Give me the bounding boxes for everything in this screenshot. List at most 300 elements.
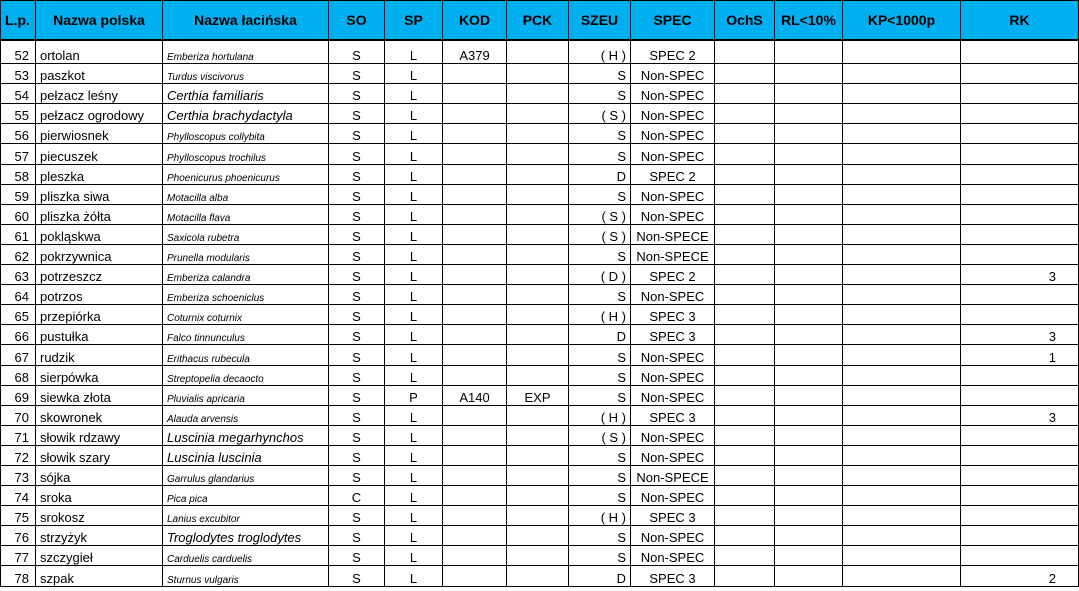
cell-latin-name: Alauda arvensis	[163, 405, 329, 425]
cell-pck	[507, 465, 569, 485]
cell-szeu: S	[569, 144, 631, 164]
cell-spec: Non-SPECE	[631, 465, 715, 485]
cell-so: S	[329, 285, 385, 305]
table-row	[1, 325, 1079, 345]
cell-latin-name: Phylloscopus collybita	[163, 124, 329, 144]
cell-rl	[775, 265, 843, 285]
cell-rl	[775, 104, 843, 124]
cell-kp	[843, 425, 961, 445]
cell-lp: 71	[1, 425, 36, 445]
cell-pck: EXP	[507, 385, 569, 405]
cell-so: S	[329, 385, 385, 405]
cell-spec: Non-SPEC	[631, 204, 715, 224]
cell-szeu: ( H )	[569, 40, 631, 64]
table-header	[1, 1, 1079, 41]
cell-latin-name: Lanius excubitor	[163, 506, 329, 526]
cell-polish-name: sójka	[36, 465, 163, 485]
cell-rk	[961, 445, 1079, 465]
cell-polish-name: rudzik	[36, 345, 163, 365]
cell-rk	[961, 144, 1079, 164]
cell-so: S	[329, 40, 385, 64]
cell-rl	[775, 486, 843, 506]
cell-rk	[961, 465, 1079, 485]
cell-rk	[961, 305, 1079, 325]
cell-rl	[775, 224, 843, 244]
cell-rk	[961, 385, 1079, 405]
cell-pck	[507, 204, 569, 224]
cell-so: S	[329, 265, 385, 285]
header-so: SO	[329, 1, 385, 41]
cell-szeu: D	[569, 164, 631, 184]
cell-lp: 76	[1, 526, 36, 546]
cell-spec: SPEC 3	[631, 405, 715, 425]
table-row	[1, 546, 1079, 566]
cell-sp: L	[385, 64, 443, 84]
table-row	[1, 425, 1079, 445]
cell-so: S	[329, 204, 385, 224]
cell-ochs	[715, 224, 775, 244]
cell-ochs	[715, 265, 775, 285]
header-ochs: OchS	[715, 1, 775, 41]
cell-kp	[843, 345, 961, 365]
cell-ochs	[715, 84, 775, 104]
cell-sp: L	[385, 104, 443, 124]
cell-sp: L	[385, 486, 443, 506]
header-row	[1, 1, 1079, 41]
cell-kp	[843, 265, 961, 285]
cell-szeu: ( S )	[569, 224, 631, 244]
cell-polish-name: słowik rdzawy	[36, 425, 163, 445]
cell-szeu: S	[569, 546, 631, 566]
cell-so: S	[329, 546, 385, 566]
header-kod: KOD	[443, 1, 507, 41]
cell-rl	[775, 184, 843, 204]
cell-lp: 63	[1, 265, 36, 285]
cell-polish-name: pustułka	[36, 325, 163, 345]
cell-ochs	[715, 465, 775, 485]
cell-so: S	[329, 425, 385, 445]
table-row	[1, 124, 1079, 144]
cell-szeu: ( S )	[569, 204, 631, 224]
cell-szeu: ( H )	[569, 305, 631, 325]
cell-rl	[775, 405, 843, 425]
cell-kp	[843, 224, 961, 244]
cell-kod	[443, 405, 507, 425]
cell-szeu: ( S )	[569, 425, 631, 445]
cell-kp	[843, 124, 961, 144]
table-row	[1, 64, 1079, 84]
cell-szeu: S	[569, 365, 631, 385]
cell-sp: L	[385, 405, 443, 425]
cell-rl	[775, 40, 843, 64]
cell-rk	[961, 506, 1079, 526]
cell-polish-name: ortolan	[36, 40, 163, 64]
cell-kp	[843, 365, 961, 385]
cell-szeu: S	[569, 64, 631, 84]
cell-szeu: S	[569, 184, 631, 204]
header-pck: PCK	[507, 1, 569, 41]
cell-latin-name: Phylloscopus trochilus	[163, 144, 329, 164]
cell-szeu: S	[569, 84, 631, 104]
cell-ochs	[715, 425, 775, 445]
cell-latin-name: Turdus viscivorus	[163, 64, 329, 84]
cell-szeu: S	[569, 345, 631, 365]
cell-pck	[507, 365, 569, 385]
cell-polish-name: pełzacz ogrodowy	[36, 104, 163, 124]
cell-kod	[443, 506, 507, 526]
cell-kp	[843, 506, 961, 526]
cell-rk	[961, 285, 1079, 305]
cell-rk	[961, 204, 1079, 224]
cell-polish-name: potrzeszcz	[36, 265, 163, 285]
cell-so: S	[329, 526, 385, 546]
cell-spec: Non-SPEC	[631, 445, 715, 465]
cell-pck	[507, 405, 569, 425]
cell-latin-name: Emberiza hortulana	[163, 40, 329, 64]
cell-sp: L	[385, 224, 443, 244]
cell-ochs	[715, 64, 775, 84]
cell-szeu: ( H )	[569, 506, 631, 526]
cell-latin-name: Phoenicurus phoenicurus	[163, 164, 329, 184]
cell-kod	[443, 184, 507, 204]
cell-pck	[507, 506, 569, 526]
cell-sp: L	[385, 526, 443, 546]
cell-polish-name: siewka złota	[36, 385, 163, 405]
table-row	[1, 486, 1079, 506]
header-szeu: SZEU	[569, 1, 631, 41]
cell-spec: Non-SPEC	[631, 425, 715, 445]
cell-latin-name: Luscinia luscinia	[163, 445, 329, 465]
cell-so: S	[329, 405, 385, 425]
cell-kp	[843, 526, 961, 546]
cell-lp: 77	[1, 546, 36, 566]
cell-lp: 57	[1, 144, 36, 164]
cell-sp: L	[385, 345, 443, 365]
table-row	[1, 385, 1079, 405]
cell-pck	[507, 445, 569, 465]
cell-sp: L	[385, 184, 443, 204]
header-latin-name: Nazwa łacińska	[163, 1, 329, 41]
cell-polish-name: pleszka	[36, 164, 163, 184]
cell-spec: Non-SPEC	[631, 84, 715, 104]
cell-szeu: S	[569, 385, 631, 405]
cell-sp: L	[385, 445, 443, 465]
cell-ochs	[715, 546, 775, 566]
header-rl: RL<10%	[775, 1, 843, 41]
cell-lp: 60	[1, 204, 36, 224]
cell-rk: 3	[961, 405, 1079, 425]
cell-kp	[843, 305, 961, 325]
cell-kod	[443, 425, 507, 445]
cell-sp: L	[385, 425, 443, 445]
cell-kp	[843, 244, 961, 264]
header-rk: RK	[961, 1, 1079, 41]
cell-sp: L	[385, 365, 443, 385]
cell-rl	[775, 84, 843, 104]
cell-kod	[443, 104, 507, 124]
cell-kp	[843, 40, 961, 64]
cell-ochs	[715, 104, 775, 124]
cell-sp: P	[385, 385, 443, 405]
cell-polish-name: słowik szary	[36, 445, 163, 465]
table-row	[1, 144, 1079, 164]
cell-ochs	[715, 40, 775, 64]
cell-pck	[507, 345, 569, 365]
cell-rl	[775, 305, 843, 325]
cell-kod	[443, 526, 507, 546]
cell-sp: L	[385, 506, 443, 526]
table-row	[1, 204, 1079, 224]
cell-rk: 3	[961, 325, 1079, 345]
cell-sp: L	[385, 566, 443, 586]
cell-pck	[507, 224, 569, 244]
cell-kp	[843, 566, 961, 586]
cell-so: S	[329, 566, 385, 586]
cell-lp: 66	[1, 325, 36, 345]
cell-lp: 56	[1, 124, 36, 144]
cell-polish-name: pliszka żółta	[36, 204, 163, 224]
cell-latin-name: Sturnus vulgaris	[163, 566, 329, 586]
cell-so: S	[329, 465, 385, 485]
cell-lp: 69	[1, 385, 36, 405]
cell-sp: L	[385, 546, 443, 566]
cell-spec: Non-SPECE	[631, 244, 715, 264]
cell-kp	[843, 325, 961, 345]
cell-ochs	[715, 164, 775, 184]
cell-latin-name: Motacilla alba	[163, 184, 329, 204]
cell-ochs	[715, 325, 775, 345]
cell-pck	[507, 64, 569, 84]
cell-spec: SPEC 2	[631, 265, 715, 285]
cell-rk	[961, 84, 1079, 104]
cell-so: S	[329, 305, 385, 325]
cell-rl	[775, 124, 843, 144]
cell-sp: L	[385, 124, 443, 144]
header-polish-name: Nazwa polska	[36, 1, 163, 41]
cell-polish-name: srokosz	[36, 506, 163, 526]
cell-kod	[443, 144, 507, 164]
cell-rk	[961, 425, 1079, 445]
cell-kp	[843, 144, 961, 164]
table-row	[1, 285, 1079, 305]
cell-kod	[443, 465, 507, 485]
cell-kod	[443, 325, 507, 345]
cell-rk	[961, 184, 1079, 204]
cell-pck	[507, 244, 569, 264]
cell-kp	[843, 486, 961, 506]
cell-spec: Non-SPEC	[631, 385, 715, 405]
cell-kod	[443, 365, 507, 385]
cell-pck	[507, 566, 569, 586]
cell-kod	[443, 546, 507, 566]
cell-polish-name: pokląskwa	[36, 224, 163, 244]
cell-rk	[961, 64, 1079, 84]
table-row	[1, 465, 1079, 485]
cell-sp: L	[385, 144, 443, 164]
cell-polish-name: skowronek	[36, 405, 163, 425]
cell-rk: 2	[961, 566, 1079, 586]
cell-polish-name: pierwiosnek	[36, 124, 163, 144]
cell-spec: Non-SPEC	[631, 285, 715, 305]
cell-spec: Non-SPEC	[631, 184, 715, 204]
cell-kod	[443, 124, 507, 144]
cell-so: S	[329, 325, 385, 345]
header-kp: KP<1000p	[843, 1, 961, 41]
cell-lp: 62	[1, 244, 36, 264]
cell-polish-name: piecuszek	[36, 144, 163, 164]
table-row	[1, 184, 1079, 204]
cell-polish-name: pokrzywnica	[36, 244, 163, 264]
cell-rk	[961, 486, 1079, 506]
cell-pck	[507, 184, 569, 204]
cell-spec: Non-SPEC	[631, 526, 715, 546]
cell-szeu: S	[569, 486, 631, 506]
cell-lp: 74	[1, 486, 36, 506]
table-row	[1, 244, 1079, 264]
cell-so: S	[329, 506, 385, 526]
cell-szeu: S	[569, 244, 631, 264]
cell-pck	[507, 265, 569, 285]
cell-sp: L	[385, 325, 443, 345]
cell-spec: Non-SPEC	[631, 365, 715, 385]
cell-szeu: ( H )	[569, 405, 631, 425]
cell-latin-name: Emberiza schoeniclus	[163, 285, 329, 305]
cell-sp: L	[385, 84, 443, 104]
cell-pck	[507, 104, 569, 124]
cell-lp: 54	[1, 84, 36, 104]
cell-rk	[961, 224, 1079, 244]
cell-so: S	[329, 84, 385, 104]
cell-sp: L	[385, 265, 443, 285]
cell-rl	[775, 445, 843, 465]
header-lp: L.p.	[1, 1, 36, 41]
cell-kp	[843, 465, 961, 485]
cell-lp: 61	[1, 224, 36, 244]
cell-so: S	[329, 104, 385, 124]
cell-polish-name: pełzacz leśny	[36, 84, 163, 104]
cell-spec: SPEC 2	[631, 40, 715, 64]
cell-rl	[775, 506, 843, 526]
cell-ochs	[715, 124, 775, 144]
cell-spec: Non-SPEC	[631, 124, 715, 144]
cell-sp: L	[385, 465, 443, 485]
cell-spec: Non-SPEC	[631, 486, 715, 506]
cell-so: S	[329, 184, 385, 204]
cell-polish-name: sroka	[36, 486, 163, 506]
header-spec: SPEC	[631, 1, 715, 41]
cell-pck	[507, 526, 569, 546]
cell-spec: Non-SPEC	[631, 345, 715, 365]
cell-rk	[961, 244, 1079, 264]
cell-kod	[443, 204, 507, 224]
table-row	[1, 40, 1079, 64]
table-row	[1, 526, 1079, 546]
cell-kp	[843, 204, 961, 224]
cell-sp: L	[385, 285, 443, 305]
cell-kod	[443, 164, 507, 184]
cell-ochs	[715, 305, 775, 325]
cell-lp: 53	[1, 64, 36, 84]
header-sp: SP	[385, 1, 443, 41]
cell-rk	[961, 164, 1079, 184]
cell-kod	[443, 224, 507, 244]
cell-lp: 67	[1, 345, 36, 365]
cell-szeu: ( S )	[569, 104, 631, 124]
cell-latin-name: Garrulus glandarius	[163, 465, 329, 485]
cell-kp	[843, 84, 961, 104]
cell-szeu: D	[569, 566, 631, 586]
cell-ochs	[715, 244, 775, 264]
cell-so: S	[329, 144, 385, 164]
cell-pck	[507, 285, 569, 305]
cell-kp	[843, 64, 961, 84]
cell-ochs	[715, 566, 775, 586]
table-body	[1, 40, 1079, 586]
cell-lp: 59	[1, 184, 36, 204]
cell-so: C	[329, 486, 385, 506]
cell-pck	[507, 84, 569, 104]
cell-sp: L	[385, 204, 443, 224]
cell-latin-name: Coturnix coturnix	[163, 305, 329, 325]
cell-polish-name: szpak	[36, 566, 163, 586]
cell-rk	[961, 40, 1079, 64]
cell-latin-name: Falco tinnunculus	[163, 325, 329, 345]
cell-latin-name: Troglodytes troglodytes	[163, 526, 329, 546]
cell-polish-name: szczygieł	[36, 546, 163, 566]
cell-rl	[775, 385, 843, 405]
cell-sp: L	[385, 40, 443, 64]
cell-sp: L	[385, 164, 443, 184]
cell-kp	[843, 405, 961, 425]
table-row	[1, 405, 1079, 425]
cell-kod	[443, 345, 507, 365]
cell-pck	[507, 486, 569, 506]
table-row	[1, 104, 1079, 124]
cell-szeu: S	[569, 465, 631, 485]
cell-rl	[775, 285, 843, 305]
cell-spec: SPEC 2	[631, 164, 715, 184]
cell-rl	[775, 365, 843, 385]
table-row	[1, 164, 1079, 184]
cell-rk	[961, 124, 1079, 144]
cell-rk	[961, 365, 1079, 385]
cell-so: S	[329, 345, 385, 365]
cell-ochs	[715, 184, 775, 204]
cell-kp	[843, 164, 961, 184]
cell-szeu: S	[569, 285, 631, 305]
table-row	[1, 506, 1079, 526]
table-row	[1, 345, 1079, 365]
cell-ochs	[715, 345, 775, 365]
cell-rl	[775, 164, 843, 184]
cell-polish-name: przepiórka	[36, 305, 163, 325]
table-row	[1, 265, 1079, 285]
cell-rk	[961, 526, 1079, 546]
cell-szeu: S	[569, 124, 631, 144]
cell-lp: 70	[1, 405, 36, 425]
cell-szeu: ( D )	[569, 265, 631, 285]
cell-polish-name: paszkot	[36, 64, 163, 84]
cell-ochs	[715, 385, 775, 405]
cell-lp: 78	[1, 566, 36, 586]
cell-spec: Non-SPEC	[631, 64, 715, 84]
cell-lp: 68	[1, 365, 36, 385]
cell-lp: 75	[1, 506, 36, 526]
cell-lp: 65	[1, 305, 36, 325]
cell-ochs	[715, 526, 775, 546]
cell-latin-name: Prunella modularis	[163, 244, 329, 264]
table-row	[1, 445, 1079, 465]
